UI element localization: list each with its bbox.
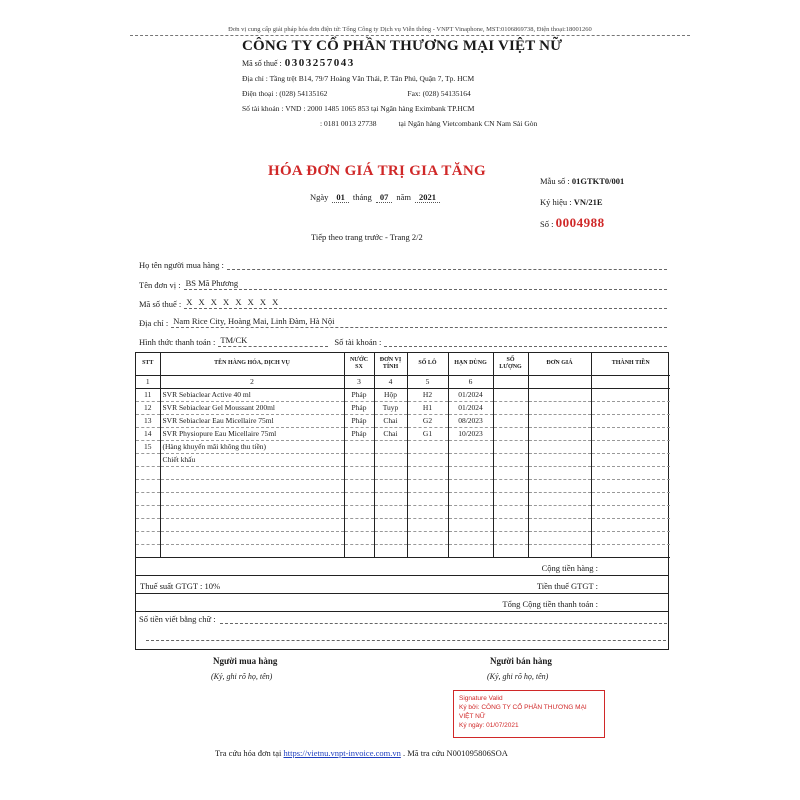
table-row [136, 505, 670, 518]
cell-stt: 15 [136, 440, 160, 453]
column-header: SỐ LÔ [407, 353, 448, 375]
lookup-footer [215, 748, 508, 758]
cell-origin [344, 544, 374, 557]
cell-price [528, 505, 591, 518]
column-number [493, 375, 528, 388]
cell-qty [493, 466, 528, 479]
cell-amount [591, 388, 670, 401]
column-number [528, 375, 591, 388]
cell-unit [374, 518, 407, 531]
cell-origin [344, 518, 374, 531]
cell-lot: H1 [407, 401, 448, 414]
cell-origin [344, 453, 374, 466]
cell-price [528, 544, 591, 557]
cell-lot [407, 453, 448, 466]
lookup-prefix: Tra cứu hóa đơn tại [215, 748, 282, 758]
cell-expiry [448, 453, 493, 466]
signature-date: Ký ngày: 01/07/2021 [459, 722, 519, 729]
column-number: 4 [374, 375, 407, 388]
column-number: 1 [136, 375, 160, 388]
seller-bank-2-number: : 0181 0013 27738 [320, 119, 377, 128]
cell-name: SVR Sebiaclear Active 40 ml [160, 388, 344, 401]
cell-price [528, 414, 591, 427]
buyer-address-value: Nam Rice City, Hoàng Mai, Linh Đàm, Hà Nội [171, 316, 667, 328]
seller-bank-2 [320, 119, 537, 128]
cell-lot [407, 505, 448, 518]
seller-signature-note: (Ký, ghi rõ họ, tên) [487, 672, 549, 681]
table-row [136, 544, 670, 557]
form-label: Mẫu số : [540, 176, 570, 186]
cell-qty [493, 440, 528, 453]
vat-line [136, 576, 668, 594]
column-number: 6 [448, 375, 493, 388]
cell-amount [591, 492, 670, 505]
cell-lot [407, 466, 448, 479]
cell-stt: 12 [136, 401, 160, 414]
cell-qty [493, 492, 528, 505]
cell-lot [407, 518, 448, 531]
serial-value: 0004988 [555, 215, 605, 230]
cell-stt: 11 [136, 388, 160, 401]
table-row [136, 427, 670, 440]
cell-qty [493, 505, 528, 518]
buyer-signature-title: Người mua hàng [213, 656, 278, 666]
page-continuation: Tiếp theo trang trước - Trang 2/2 [311, 232, 423, 242]
month-value: 07 [376, 192, 393, 203]
cell-origin [344, 479, 374, 492]
table-row [136, 414, 670, 427]
invoice-date [310, 192, 444, 203]
cell-name [160, 466, 344, 479]
seller-bank-1: Số tài khoản : VND : 2000 1485 1065 853 tại Ngân hàng Eximbank TP.HCM [242, 104, 475, 113]
seller-tax-line [242, 57, 355, 69]
lookup-link[interactable]: https://vietnu.vnpt-invoice.com.vn [283, 748, 401, 758]
grand-total-label: Tổng Cộng tiền thanh toán : [502, 599, 598, 609]
day-value: 01 [332, 192, 349, 203]
cell-lot [407, 492, 448, 505]
table-row [136, 388, 670, 401]
cell-lot [407, 531, 448, 544]
buyer-tax-line [139, 297, 667, 309]
payment-value: TM/CK [218, 335, 328, 347]
cell-qty [493, 518, 528, 531]
cell-unit [374, 479, 407, 492]
amount-in-words-label: Số tiền viết bằng chữ : [139, 614, 216, 624]
buyer-signature-note: (Ký, ghi rõ họ, tên) [211, 672, 273, 681]
cell-stt [136, 544, 160, 557]
cell-expiry [448, 440, 493, 453]
table-row [136, 492, 670, 505]
table-row [136, 453, 670, 466]
cell-amount [591, 531, 670, 544]
cell-amount [591, 440, 670, 453]
month-label: tháng [352, 192, 372, 202]
cell-price [528, 440, 591, 453]
buyer-unit-line [139, 278, 667, 290]
cell-origin: Pháp [344, 401, 374, 414]
column-number: 2 [160, 375, 344, 388]
cell-unit [374, 466, 407, 479]
column-number-row [136, 375, 670, 388]
cell-unit: Chai [374, 414, 407, 427]
cell-name: SVR Sebiaclear Gel Moussant 200ml [160, 401, 344, 414]
signature-signer: Ký bởi: CÔNG TY CỔ PHẦN THƯƠNG MẠI VIỆT NỮ [459, 704, 587, 720]
cell-amount [591, 401, 670, 414]
buyer-name-label: Họ tên người mua hàng : [139, 260, 224, 270]
cell-expiry [448, 544, 493, 557]
cell-amount [591, 518, 670, 531]
cell-name [160, 505, 344, 518]
seller-fax: Fax: (028) 54135164 [407, 89, 471, 98]
amount-in-words-line [139, 614, 667, 624]
form-value: 01GTKT0/001 [571, 176, 625, 186]
seller-phone: Điện thoại : (028) 54135162 [242, 89, 328, 98]
vat-rate-label: Thuế suất GTGT : [140, 581, 203, 591]
cell-name [160, 479, 344, 492]
cell-origin: Pháp [344, 388, 374, 401]
cell-lot: G1 [407, 427, 448, 440]
day-label: Ngày [310, 192, 329, 202]
items-table [136, 353, 670, 558]
cell-qty [493, 427, 528, 440]
cell-expiry [448, 466, 493, 479]
cell-expiry: 01/2024 [448, 388, 493, 401]
cell-lot: G2 [407, 414, 448, 427]
cell-price [528, 427, 591, 440]
cell-name [160, 492, 344, 505]
cell-unit [374, 544, 407, 557]
symbol-label: Ký hiệu : [540, 197, 572, 207]
cell-name [160, 518, 344, 531]
cell-origin [344, 466, 374, 479]
cell-expiry: 08/2023 [448, 414, 493, 427]
account-label: Số tài khoản : [334, 337, 382, 347]
cell-qty [493, 479, 528, 492]
subtotal-label: Cộng tiền hàng : [541, 563, 598, 573]
year-value: 2021 [415, 192, 440, 203]
cell-name: SVR Sebiaclear Eau Micellaire 75ml [160, 414, 344, 427]
cell-price [528, 401, 591, 414]
symbol-value: VN/21E [573, 197, 603, 207]
cell-origin: Pháp [344, 427, 374, 440]
cell-expiry [448, 531, 493, 544]
vat-rate-line [140, 581, 220, 591]
invoice-title: HÓA ĐƠN GIÁ TRỊ GIA TĂNG [268, 163, 486, 179]
cell-qty [493, 531, 528, 544]
cell-origin [344, 440, 374, 453]
cell-unit [374, 453, 407, 466]
grand-total-line [136, 594, 668, 612]
column-header: ĐƠN GIÁ [528, 353, 591, 375]
serial-label: Số : [540, 219, 554, 229]
invoice-symbol [540, 197, 603, 207]
cell-price [528, 453, 591, 466]
cell-qty [493, 544, 528, 557]
vat-rate-value: 10% [204, 581, 221, 591]
cell-stt [136, 492, 160, 505]
seller-address: Địa chỉ : Tầng trệt B14, 79/7 Hoàng Văn Thái, P. Tân Phú, Quận 7, Tp. HCM [242, 74, 475, 83]
buyer-unit-label: Tên đơn vị : [139, 280, 181, 290]
cell-expiry [448, 479, 493, 492]
table-row [136, 401, 670, 414]
cell-unit: Tuyp [374, 401, 407, 414]
column-number [591, 375, 670, 388]
seller-tax-label: Mã số thuế : [242, 59, 282, 68]
vat-amount-label: Tiền thuế GTGT : [536, 581, 598, 591]
cell-unit [374, 492, 407, 505]
cell-amount [591, 544, 670, 557]
cell-unit [374, 531, 407, 544]
cell-unit: Chai [374, 427, 407, 440]
payment-line [139, 335, 667, 347]
cell-qty [493, 414, 528, 427]
table-row [136, 531, 670, 544]
cell-price [528, 466, 591, 479]
cell-qty [493, 453, 528, 466]
cell-expiry [448, 518, 493, 531]
buyer-unit-value: BS Mã Phương [184, 278, 667, 290]
cell-stt: 14 [136, 427, 160, 440]
column-header: ĐƠN VỊ TÍNH [374, 353, 407, 375]
payment-label: Hình thức thanh toán : [139, 337, 216, 347]
table-header-row [136, 353, 670, 375]
cell-lot [407, 479, 448, 492]
table-row [136, 440, 670, 453]
cell-amount [591, 453, 670, 466]
cell-amount [591, 479, 670, 492]
cell-expiry: 10/2023 [448, 427, 493, 440]
cell-price [528, 479, 591, 492]
cell-unit [374, 505, 407, 518]
cell-qty [493, 401, 528, 414]
digital-signature-box [453, 690, 605, 738]
cell-name: (Hàng khuyến mãi không thu tiền) [160, 440, 344, 453]
buyer-address-line [139, 316, 667, 328]
cell-amount [591, 505, 670, 518]
subtotal-line [136, 558, 668, 576]
cell-origin [344, 531, 374, 544]
seller-contact-line [242, 89, 471, 98]
cell-price [528, 531, 591, 544]
cell-origin [344, 505, 374, 518]
buyer-name-line [139, 258, 667, 270]
cell-expiry: 01/2024 [448, 401, 493, 414]
cell-name: Chiết khấu [160, 453, 344, 466]
seller-bank-2-name: tại Ngân hàng Vietcombank CN Nam Sài Gòn [398, 119, 538, 128]
account-value [384, 335, 667, 347]
cell-lot [407, 544, 448, 557]
cell-amount [591, 427, 670, 440]
table-row [136, 479, 670, 492]
amount-in-words-continuation [146, 640, 666, 641]
column-header: NƯỚC SX [344, 353, 374, 375]
cell-amount [591, 466, 670, 479]
column-header: HẠN DÙNG [448, 353, 493, 375]
buyer-address-label: Địa chỉ : [139, 318, 169, 328]
cell-name [160, 531, 344, 544]
provider-note: Đơn vị cung cấp giải pháp hóa đơn điện tử: Tổng Công ty Dịch vụ Viễn thông - VNPT Vinaphone, MST:0106869738, Điện thoại:18001260 [130, 26, 690, 36]
buyer-name-value [227, 258, 667, 270]
column-header: THÀNH TIỀN [591, 353, 670, 375]
seller-tax-value: 0303257043 [284, 57, 355, 69]
cell-stt [136, 453, 160, 466]
cell-lot [407, 440, 448, 453]
cell-origin: Pháp [344, 414, 374, 427]
cell-unit: Hộp [374, 388, 407, 401]
invoice-serial [540, 215, 605, 231]
table-row [136, 466, 670, 479]
buyer-tax-label: Mã số thuế : [139, 299, 182, 309]
cell-lot: H2 [407, 388, 448, 401]
company-name: CÔNG TY CỔ PHẦN THƯƠNG MẠI VIỆT NỮ [242, 38, 563, 54]
cell-stt [136, 531, 160, 544]
column-number: 3 [344, 375, 374, 388]
column-header: TÊN HÀNG HÓA, DỊCH VỤ [160, 353, 344, 375]
cell-stt [136, 466, 160, 479]
cell-expiry [448, 492, 493, 505]
cell-stt [136, 505, 160, 518]
cell-price [528, 388, 591, 401]
cell-expiry [448, 505, 493, 518]
signature-valid-text: Signature Valid [459, 695, 503, 702]
cell-stt [136, 518, 160, 531]
lookup-code: . Mã tra cứu N001095806SOA [402, 748, 508, 758]
cell-name [160, 544, 344, 557]
cell-qty [493, 388, 528, 401]
cell-price [528, 492, 591, 505]
column-header: SỐ LƯỢNG [493, 353, 528, 375]
year-label: năm [396, 192, 411, 202]
cell-price [528, 518, 591, 531]
column-header: STT [136, 353, 160, 375]
form-number [540, 176, 624, 186]
cell-stt [136, 479, 160, 492]
cell-unit [374, 440, 407, 453]
seller-signature-title: Người bán hàng [490, 656, 552, 666]
cell-origin [344, 492, 374, 505]
buyer-tax-value: X X X X X X X X [184, 297, 667, 309]
cell-amount [591, 414, 670, 427]
column-number: 5 [407, 375, 448, 388]
cell-name: SVR Physiopure Eau Micellaire 75ml [160, 427, 344, 440]
cell-stt: 13 [136, 414, 160, 427]
table-row [136, 518, 670, 531]
